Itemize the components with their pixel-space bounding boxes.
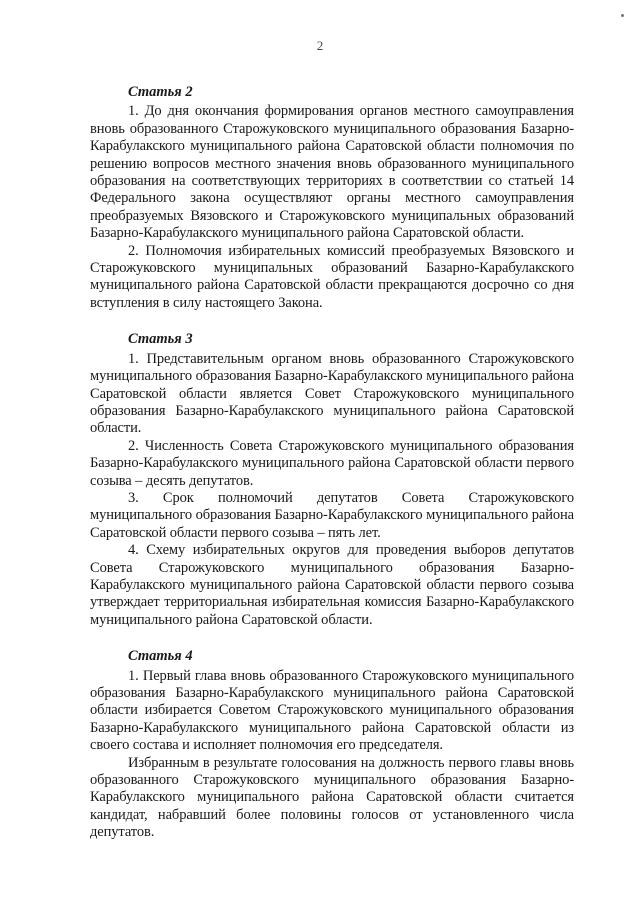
article-title: Статья 3 bbox=[128, 331, 193, 348]
paragraph: 1. Представительным органом вновь образованного Старожуковского муниципального образования Базарно-Карабулакского муниципального района Саратовской области является Совет Старожуковского муниципального образования Базарно-Карабулакского муниципального района Саратовской области. bbox=[90, 350, 574, 437]
paragraph: 2. Полномочия избирательных комиссий преобразуемых Вязовского и Старожуковского муниципальных образований Базарно-Карабулакского муниципального района Саратовской области прекращаются досрочно со дня вступления в силу настоящего Закона. bbox=[90, 242, 574, 311]
article-3 bbox=[90, 331, 574, 629]
paragraph: 1. До дня окончания формирования органов местного самоуправления вновь образованного Старожуковского муниципального образования Базарно-Карабулакского муниципального района Саратовской области полномочия по решению вопросов местного значения вновь образованного муниципального образования на соответствующих территориях в соответствии со статьей 14 Федерального закона осуществляют органы местного самоуправления преобразуемых Вязовского и Старожуковского муниципальных образований Базарно-Карабулакского муниципального района Саратовской области. bbox=[90, 103, 574, 242]
scan-mark bbox=[621, 14, 624, 17]
paragraph: 4. Схему избирательных округов для проведения выборов депутатов Совета Старожуковского муниципального образования Базарно-Карабулакского муниципального района Саратовской области первого созыва утверждает территориальная избирательная комиссия Базарно-Карабулакского муниципального района Саратовской области. bbox=[90, 542, 574, 628]
page-number: 2 bbox=[316, 38, 324, 53]
paragraph: Избранным в результате голосования на должность первого главы вновь образованного Старожуковского муниципального образования Базарно-Карабулакского муниципального района Саратовской области считается кандидат, набравший более половины голосов от установленного числа депутатов. bbox=[90, 754, 574, 841]
paragraph: 1. Первый глава вновь образованного Старожуковского муниципального образования Базарно-Карабулакского муниципального района Саратовской области избирается Советом Старожуковского муниципального образования Базарно-Карабулакского муниципального района Саратовской области из своего состава и исполняет полномочия его председателя. bbox=[90, 667, 574, 754]
article-title: Статья 4 bbox=[128, 648, 193, 665]
article-4 bbox=[90, 648, 574, 841]
document-body bbox=[90, 84, 574, 861]
paragraph: 2. Численность Совета Старожуковского муниципального образования Базарно-Карабулакского муниципального района Саратовской области первого созыва – десять депутатов. bbox=[90, 437, 574, 489]
article-2 bbox=[90, 84, 574, 312]
paragraph: 3. Срок полномочий депутатов Совета Старожуковского муниципального образования Базарно-Карабулакского муниципального района Саратовской области первого созыва – пять лет. bbox=[90, 489, 574, 541]
article-title: Статья 2 bbox=[128, 84, 193, 100]
